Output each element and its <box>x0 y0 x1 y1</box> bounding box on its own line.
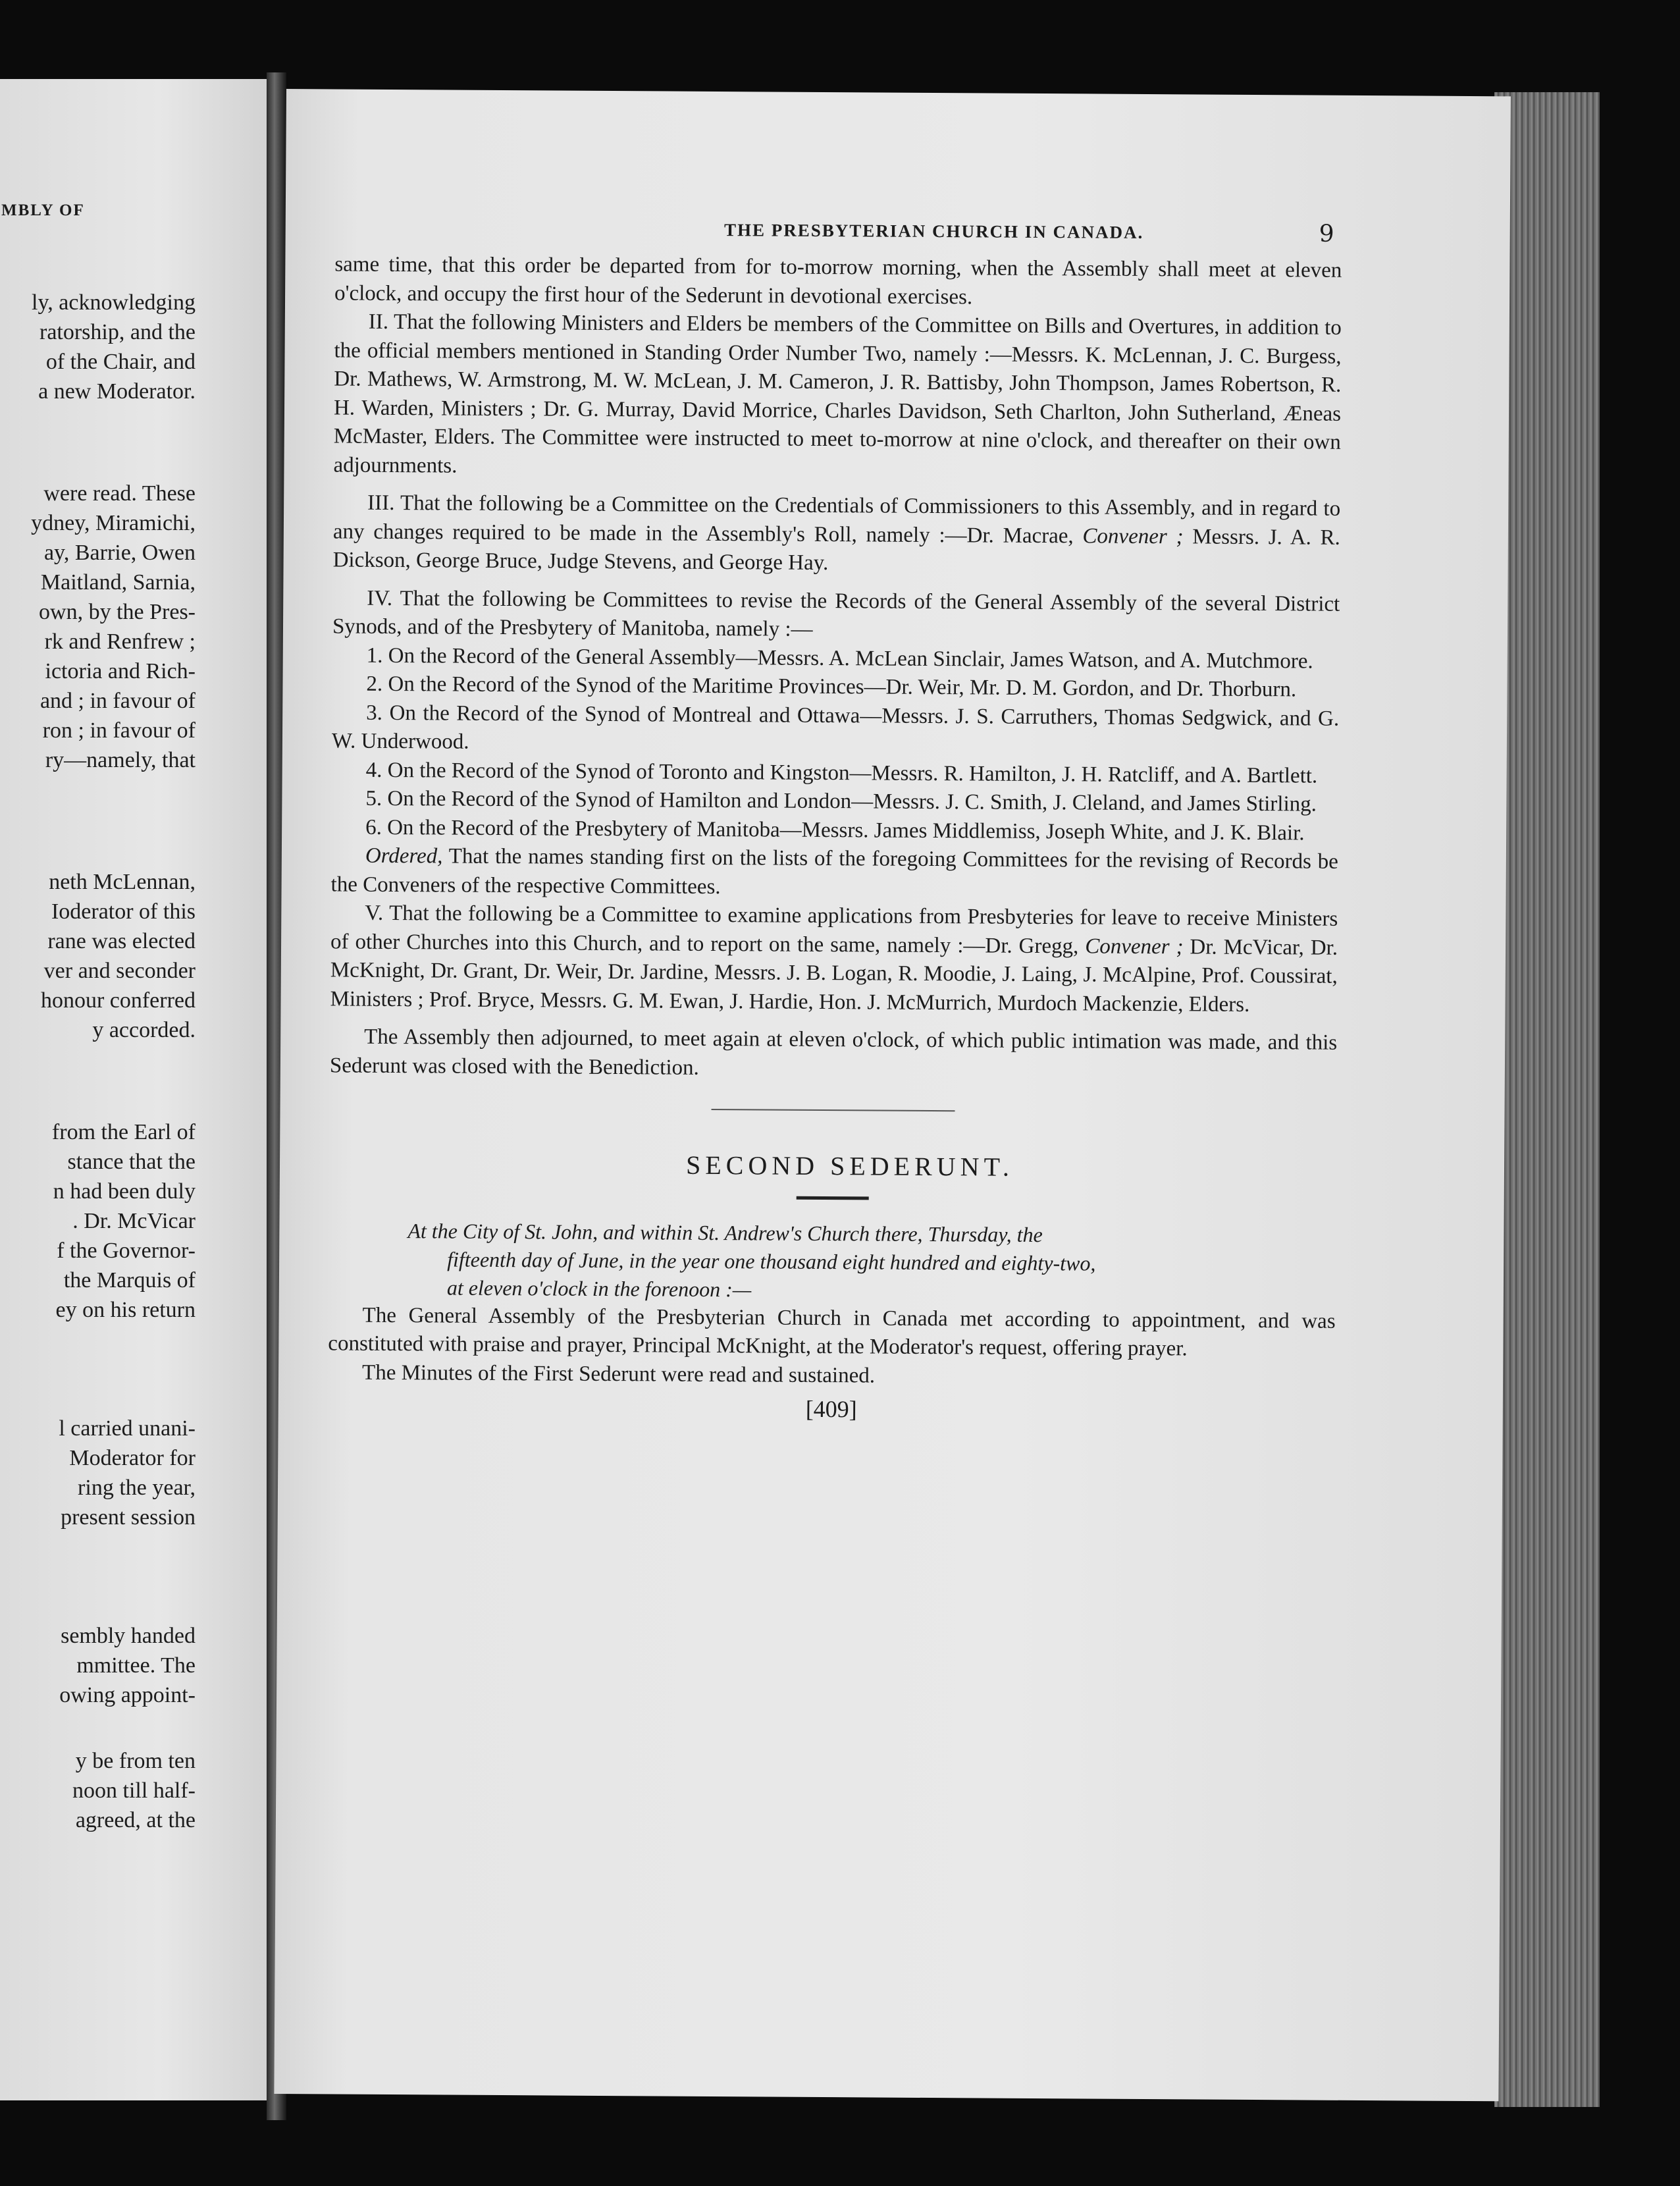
left-text-line: ratorship, and the <box>39 320 196 344</box>
left-text-line: sembly handed <box>61 1624 196 1648</box>
paragraph-v: V. That the following be a Committee to examine applications from Presbyteries for leave to receive Ministers of other Churches into this Church, and to report on the same, namely :—Dr. Gregg, Convener ; Dr. McVicar, Dr. McKnight, Dr. Grant, Dr. Weir, Dr. Jardine, Messrs. J. B. Logan, R. Moodie, J. Laing, J. McAlpine, Prof. Coussirat, Ministers ; Prof. Bryce, Messrs. G. M. Ewan, J. Hardie, Hon. J. McMurrich, Murdoch Mackenzie, Elders. <box>330 901 1338 1017</box>
left-text-line: owing appoint- <box>59 1683 196 1707</box>
left-text-line: y be from ten <box>75 1749 196 1773</box>
left-text-line: ydney, Miramichi, <box>31 511 196 535</box>
left-page <box>0 79 267 2100</box>
paragraph-iii: III. That the following be a Committee on the Credentials of Commissioners to this Assembly, and in regard to any changes required to be made in the Assembly's Roll, namely :—Dr. Macrae, Convener ; Messrs. J. A. R. Dickson, George Bruce, Judge Stevens, and George Hay. <box>332 491 1341 575</box>
page-edges <box>1494 92 1600 2107</box>
left-text-line: neth McLennan, <box>49 870 196 894</box>
left-text-line: ry—namely, that <box>45 748 196 772</box>
left-running-head: MBLY OF <box>1 201 85 219</box>
list-item-6: 6. On the Record of the Presbytery of Manitoba—Messrs. James Middlemiss, Joseph White, and J. K. Blair. <box>365 815 1305 845</box>
paragraph-ordered: Ordered, That the names standing first on the lists of the foregoing Committees for the revising of Records be the Conveners of the respective Committees. <box>330 843 1338 899</box>
left-text-line: Maitland, Sarnia, <box>40 570 196 595</box>
paragraph-adjourn: The Assembly then adjourned, to meet again at eleven o'clock, of which public intimation was made, and this Sederunt was closed with the Benediction. <box>329 1025 1338 1080</box>
running-head: THE PRESBYTERIAN CHURCH IN CANADA. <box>723 220 1144 242</box>
paragraph-minutes: The Minutes of the First Sederunt were read and sustained. <box>361 1360 876 1387</box>
left-text-line: stance that the <box>67 1150 196 1174</box>
list-item-5: 5. On the Record of the Synod of Hamilton and London—Messrs. J. C. Smith, J. Cleland, and James Stirling. <box>365 786 1317 816</box>
left-text-line: from the Earl of <box>51 1120 196 1144</box>
left-text-line: y accorded. <box>92 1018 196 1042</box>
left-text-line: Moderator for <box>69 1446 196 1470</box>
left-text-line: ron ; in favour of <box>42 718 196 743</box>
left-text-line: ver and seconder <box>43 959 196 983</box>
right-page <box>274 89 1511 2101</box>
left-text-line: honour conferred <box>40 988 196 1013</box>
body-text <box>328 250 1342 1427</box>
left-text-line: n had been duly <box>53 1179 196 1204</box>
left-text-line: were read. These <box>43 481 196 506</box>
left-text-line: ey on his return <box>55 1298 196 1322</box>
left-text-line: and ; in favour of <box>39 689 196 713</box>
left-text-line: . Dr. McVicar <box>72 1209 196 1233</box>
left-text-line: rk and Renfrew ; <box>44 629 196 654</box>
left-text-line: ly, acknowledging <box>32 290 196 315</box>
left-text-line: l carried unani- <box>59 1416 196 1441</box>
left-text-line: rane was elected <box>47 929 196 953</box>
paragraph-ii: II. That the following Ministers and Elders be members of the Committee on Bills and Overtures, in addition to the official members mentioned in Standing Order Number Two, namely :—Messrs. K. McLennan, J. C. Burgess, Dr. Mathews, W. Armstrong, M. W. McLean, J. M. Cameron, J. R. Battisby, John Thompson, James Robertson, R. H. Warden, Ministers ; Dr. G. Murray, David Morrice, Charles Davidson, Seth Charlton, John Sutherland, Æneas McMaster, Elders. The Committee were instructed to meet to-morrow at nine o'clock, and thereafter on their own adjournments. <box>333 309 1342 478</box>
left-text-line: present session <box>61 1505 196 1530</box>
list-item-4: 4. On the Record of the Synod of Toronto and Kingston—Messrs. R. Hamilton, J. H. Ratcliff, and A. Bartlett. <box>365 758 1318 788</box>
list-item-2: 2. On the Record of the Synod of the Maritime Provinces—Dr. Weir, Mr. D. M. Gordon, and Dr. Thorburn. <box>366 672 1297 702</box>
left-text-line: a new Moderator. <box>38 379 196 404</box>
preamble: At the City of St. John, and within St. Andrew's Church there, Thursday, the fifteenth day of June, in the year one thousand eight hundred and eighty-two, at eleven o'clock in the forenoon :— <box>407 1218 1096 1301</box>
page-number: 9 <box>1319 220 1334 248</box>
left-text-line: the Marquis of <box>63 1268 196 1293</box>
left-text-line: ring the year, <box>78 1476 196 1500</box>
left-text-line: noon till half- <box>72 1778 196 1803</box>
left-text-line: ictoria and Rich- <box>45 659 196 683</box>
paragraph-met: The General Assembly of the Presbyterian Church in Canada met according to appointment, and was constituted with praise and prayer, Principal McKnight, at the Moderator's request, offering prayer. <box>328 1303 1336 1361</box>
list-item-3: 3. On the Record of the Synod of Montreal and Ottawa—Messrs. J. S. Carruthers, Thomas Sedgwick, and G. W. Underwood. <box>331 701 1340 754</box>
paragraph-continued: same time, that this order be departed from for to-morrow morning, when the Assembly shall meet at eleven o'clock, and occupy the first hour of the Sederunt in devotional exercises. <box>334 252 1342 309</box>
section-divider <box>712 1109 955 1111</box>
folio-number: [409] <box>805 1395 857 1423</box>
left-text-line: ay, Barrie, Owen <box>43 541 196 565</box>
left-text-line: of the Chair, and <box>45 350 196 374</box>
left-text-line: f the Governor- <box>57 1239 196 1263</box>
list-item-1: 1. On the Record of the General Assembly—Messrs. A. McLean Sinclair, James Watson, and A. Mutchmore. <box>366 643 1313 674</box>
left-text-line: agreed, at the <box>75 1808 196 1832</box>
title-underline <box>797 1196 869 1200</box>
left-text-line: own, by the Pres- <box>39 600 196 624</box>
left-text-line: Ioderator of this <box>51 899 196 924</box>
paragraph-iv: IV. That the following be Committees to revise the Records of the General Assembly of the several District Synods, and of the Presbytery of Manitoba, namely :— <box>332 586 1340 641</box>
section-title: SECOND SEDERUNT. <box>685 1150 1014 1182</box>
left-text-line: mmittee. The <box>76 1653 196 1678</box>
